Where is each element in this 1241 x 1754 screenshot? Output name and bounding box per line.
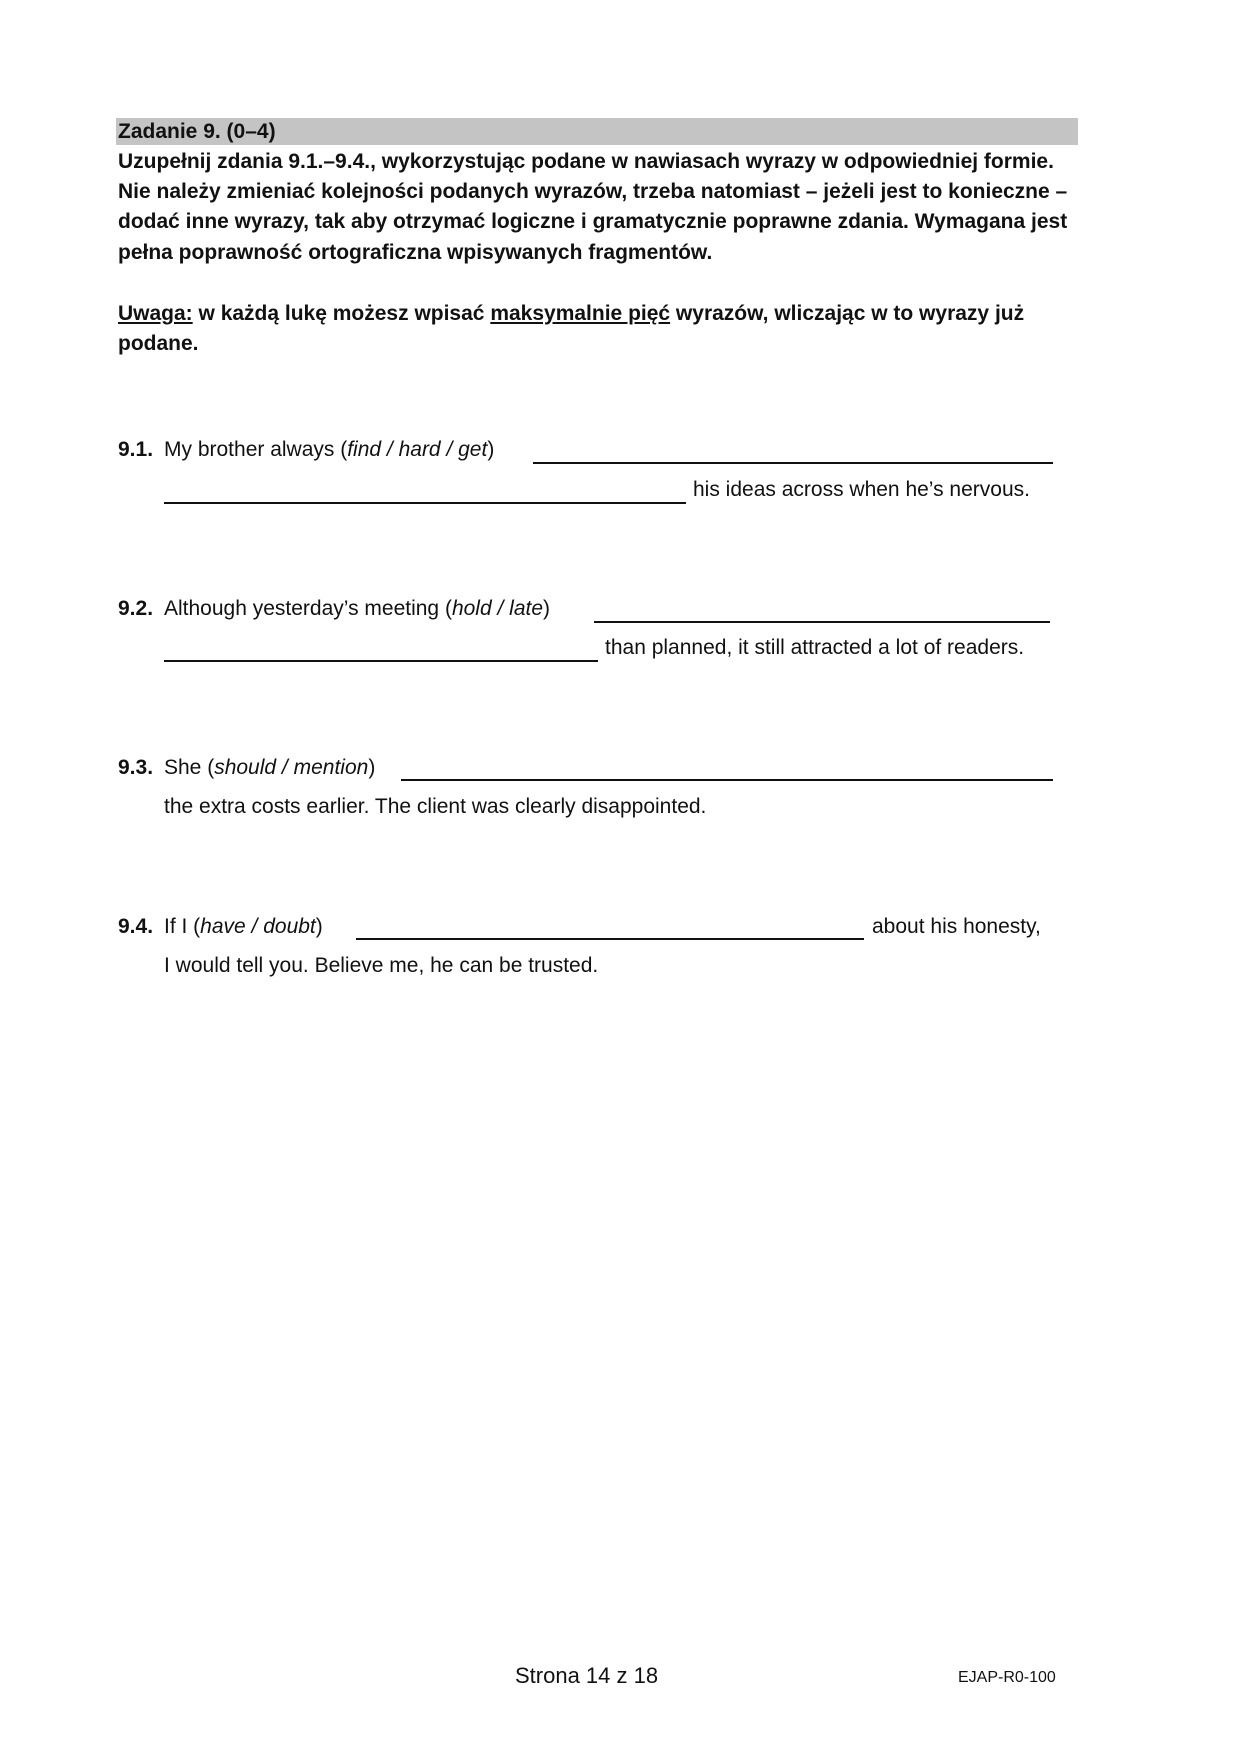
stem-lead: If I ( <box>164 915 201 938</box>
stem-close: ) <box>315 915 323 938</box>
stem-close: ) <box>543 597 551 620</box>
question-continuation: than planned, it still attracted a lot of readers. <box>605 636 1025 659</box>
stem-close: ) <box>368 756 376 779</box>
question-continuation: his ideas across when he’s nervous. <box>693 478 1030 501</box>
stem-close: ) <box>487 438 495 461</box>
exam-code: EJAP-R0-100 <box>958 1669 1056 1686</box>
stem-lead: She ( <box>164 756 215 779</box>
page-number: Strona 14 z 18 <box>515 1663 659 1688</box>
note-text-2: wyrazów, wliczając w to wyrazy już podane. <box>118 302 1025 356</box>
stem-prompt: find / hard / get <box>347 438 488 461</box>
stem-lead: Although yesterday’s meeting ( <box>164 597 452 620</box>
question-stem <box>164 596 550 622</box>
note-emphasis: maksymalnie pięć <box>490 302 671 325</box>
answer-blank[interactable] <box>356 938 864 940</box>
task-title: Zadanie 9. (0–4) <box>118 120 276 143</box>
task-note <box>118 299 1078 359</box>
question-continuation: I would tell you. Believe me, he can be trusted. <box>164 954 599 977</box>
stem-lead: My brother always ( <box>164 438 348 461</box>
question-number: 9.3. <box>118 756 154 779</box>
stem-prompt: hold / late <box>451 597 544 620</box>
question-number: 9.1. <box>118 438 154 461</box>
question-number: 9.2. <box>118 597 154 620</box>
note-text-1: w każdą lukę możesz wpisać <box>192 302 491 325</box>
stem-prompt: should / mention <box>214 756 369 779</box>
stem-prompt: have / doubt <box>200 915 316 938</box>
answer-blank[interactable] <box>533 462 1053 464</box>
question-stem <box>164 914 323 940</box>
answer-blank[interactable] <box>594 621 1050 623</box>
question-stem <box>164 437 494 463</box>
answer-blank[interactable] <box>401 779 1053 781</box>
question-number: 9.4. <box>118 915 154 938</box>
answer-blank-continued[interactable] <box>164 660 598 662</box>
question-continuation: the extra costs earlier. The client was clearly disappointed. <box>164 795 707 818</box>
task-instruction: Uzupełnij zdania 9.1.–9.4., wykorzystując podane w nawiasach wyrazy w odpowiedniej formie. Nie należy zmieniać kolejności podanych wyrazów, trzeba natomiast – jeżeli jest to konieczne – dodać inne wyrazy, tak aby otrzymać logiczne i gramatycznie poprawne zdania. Wymagana jest pełna poprawność ortograficzna wpisywanych fragmentów. <box>118 150 1068 264</box>
question-stem <box>164 755 375 781</box>
question-after-blank: about his honesty, <box>872 915 1041 938</box>
note-label: Uwaga: <box>118 302 193 325</box>
answer-blank-continued[interactable] <box>164 502 686 504</box>
